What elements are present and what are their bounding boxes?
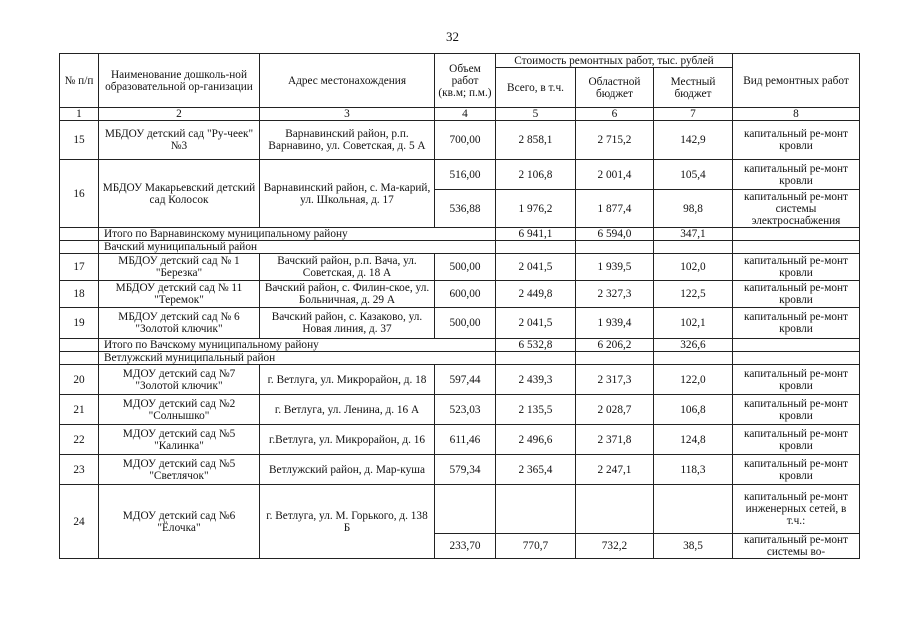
row-regional: 1 939,5	[576, 254, 654, 281]
subtotal-row	[60, 339, 860, 352]
row-regional: 2 327,3	[576, 281, 654, 308]
row-address: г.Ветлуга, ул. Микрорайон, д. 16	[260, 425, 435, 455]
row-local: 122,5	[654, 281, 733, 308]
district-header-row	[60, 352, 860, 365]
col-number: 7	[654, 108, 733, 121]
row-regional: 2 371,8	[576, 425, 654, 455]
col-number: 8	[733, 108, 860, 121]
col-number: 4	[435, 108, 496, 121]
subtotal-regional: 6 206,2	[576, 339, 654, 352]
row-local: 118,3	[654, 455, 733, 485]
row-address: Вачский район, с. Казаково, ул. Новая линия, д. 37	[260, 308, 435, 339]
header-repair-type: Вид ремонтных работ	[733, 54, 860, 108]
row-volume: 700,00	[435, 121, 496, 160]
district-label: Вачский муниципальный район	[99, 241, 496, 254]
row-repair-type: капитальный ре-монт кровли	[733, 395, 860, 425]
row-address: Варнавинский район, р.п. Варнавино, ул. Советская, д. 5 А	[260, 121, 435, 160]
table-row	[60, 281, 860, 308]
page-number: 32	[446, 29, 459, 44]
row-local: 105,4	[654, 160, 733, 190]
table-row	[60, 121, 860, 160]
table-header-row	[60, 54, 860, 68]
header-volume: Объем работ (кв.м; п.м.)	[435, 54, 496, 108]
row-volume: 597,44	[435, 365, 496, 395]
row-num: 16	[60, 160, 99, 228]
subtotal-regional: 6 594,0	[576, 228, 654, 241]
row-num: 15	[60, 121, 99, 160]
row-address: Варнавинский район, с. Ма-карий, ул. Школьная, д. 17	[260, 160, 435, 228]
row-total: 1 976,2	[496, 190, 576, 228]
row-volume: 579,34	[435, 455, 496, 485]
row-regional: 2 001,4	[576, 160, 654, 190]
subtotal-total: 6 941,1	[496, 228, 576, 241]
row-regional: 2 247,1	[576, 455, 654, 485]
row-org-name: МДОУ детский сад №6 "Ёлочка"	[99, 485, 260, 559]
row-total: 2 041,5	[496, 254, 576, 281]
row-total: 2 439,3	[496, 365, 576, 395]
subtotal-row	[60, 228, 860, 241]
row-regional: 1 939,4	[576, 308, 654, 339]
row-volume: 500,00	[435, 254, 496, 281]
row-org-name: МБДОУ Макарьевский детский сад Колосок	[99, 160, 260, 228]
row-num: 21	[60, 395, 99, 425]
row-repair-type: капитальный ре-монт кровли	[733, 308, 860, 339]
row-repair-type: капитальный ре-монт системы электроснабжения	[733, 190, 860, 228]
row-org-name: МДОУ детский сад №5 "Калинка"	[99, 425, 260, 455]
row-local: 38,5	[654, 534, 733, 559]
subtotal-label: Итого по Вачскому муниципальному району	[99, 339, 496, 352]
col-number: 3	[260, 108, 435, 121]
row-repair-type: капитальный ре-монт кровли	[733, 254, 860, 281]
repair-cost-table	[59, 53, 860, 559]
row-total: 770,7	[496, 534, 576, 559]
row-address: г. Ветлуга, ул. Микрорайон, д. 18	[260, 365, 435, 395]
row-local: 102,0	[654, 254, 733, 281]
column-number-row	[60, 108, 860, 121]
table-row	[60, 395, 860, 425]
row-org-name: МБДОУ детский сад "Ру-чеек" №3	[99, 121, 260, 160]
row-local: 122,0	[654, 365, 733, 395]
table-row	[60, 365, 860, 395]
table-row	[60, 254, 860, 281]
subtotal-label: Итого по Варнавинскому муниципальному району	[99, 228, 496, 241]
row-volume: 516,00	[435, 160, 496, 190]
row-num: 19	[60, 308, 99, 339]
header-cost-group: Стоимость ремонтных работ, тыс. рублей	[496, 54, 733, 68]
row-num: 18	[60, 281, 99, 308]
district-header-row	[60, 241, 860, 254]
row-repair-type: капитальный ре-монт кровли	[733, 365, 860, 395]
header-name: Наименование дошколь-ной образовательной ор-ганизации	[99, 54, 260, 108]
row-local: 98,8	[654, 190, 733, 228]
subtotal-local: 326,6	[654, 339, 733, 352]
row-repair-type: капитальный ре-монт кровли	[733, 425, 860, 455]
header-num: № п/п	[60, 54, 99, 108]
header-regional: Областной бюджет	[576, 68, 654, 108]
subtotal-local: 347,1	[654, 228, 733, 241]
row-address: Вачский район, р.п. Вача, ул. Советская, д. 18 А	[260, 254, 435, 281]
row-address: г. Ветлуга, ул. М. Горького, д. 138 Б	[260, 485, 435, 559]
subtotal-total: 6 532,8	[496, 339, 576, 352]
row-repair-type: капитальный ре-монт кровли	[733, 455, 860, 485]
row-local: 142,9	[654, 121, 733, 160]
row-volume: 600,00	[435, 281, 496, 308]
row-org-name: МДОУ детский сад №5 "Светлячок"	[99, 455, 260, 485]
row-local: 102,1	[654, 308, 733, 339]
row-volume: 523,03	[435, 395, 496, 425]
row-regional: 2 028,7	[576, 395, 654, 425]
row-repair-type: капитальный ре-монт системы во-	[733, 534, 860, 559]
header-total: Всего, в т.ч.	[496, 68, 576, 108]
row-volume: 500,00	[435, 308, 496, 339]
row-org-name: МБДОУ детский сад № 1 "Березка"	[99, 254, 260, 281]
header-address: Адрес местонахождения	[260, 54, 435, 108]
row-org-name: МБДОУ детский сад № 11 "Теремок"	[99, 281, 260, 308]
table-row	[60, 308, 860, 339]
row-repair-type: капитальный ре-монт инженерных сетей, в т.ч.:	[733, 485, 860, 534]
row-regional: 2 317,3	[576, 365, 654, 395]
district-label: Ветлужский муниципальный район	[99, 352, 496, 365]
row-regional: 1 877,4	[576, 190, 654, 228]
col-number: 5	[496, 108, 576, 121]
row-org-name: МБДОУ детский сад № 6 "Золотой ключик"	[99, 308, 260, 339]
row-regional: 732,2	[576, 534, 654, 559]
col-number: 2	[99, 108, 260, 121]
row-local: 106,8	[654, 395, 733, 425]
col-number: 1	[60, 108, 99, 121]
row-num: 20	[60, 365, 99, 395]
row-volume: 233,70	[435, 534, 496, 559]
row-num: 23	[60, 455, 99, 485]
table-row	[60, 160, 860, 190]
row-total: 2 041,5	[496, 308, 576, 339]
row-regional: 2 715,2	[576, 121, 654, 160]
col-number: 6	[576, 108, 654, 121]
row-address: г. Ветлуга, ул. Ленина, д. 16 А	[260, 395, 435, 425]
row-address: Ветлужский район, д. Мар-куша	[260, 455, 435, 485]
row-total: 2 449,8	[496, 281, 576, 308]
row-org-name: МДОУ детский сад №2 "Солнышко"	[99, 395, 260, 425]
row-total: 2 135,5	[496, 395, 576, 425]
row-org-name: МДОУ детский сад №7 "Золотой ключик"	[99, 365, 260, 395]
row-total: 2 858,1	[496, 121, 576, 160]
row-address: Вачский район, с. Филин-ское, ул. Больничная, д. 29 А	[260, 281, 435, 308]
table-row	[60, 455, 860, 485]
row-total: 2 106,8	[496, 160, 576, 190]
row-num: 17	[60, 254, 99, 281]
row-local: 124,8	[654, 425, 733, 455]
row-volume: 536,88	[435, 190, 496, 228]
row-num: 22	[60, 425, 99, 455]
table-row	[60, 485, 860, 534]
table-row	[60, 425, 860, 455]
row-total: 2 365,4	[496, 455, 576, 485]
row-repair-type: капитальный ре-монт кровли	[733, 281, 860, 308]
row-num: 24	[60, 485, 99, 559]
row-total: 2 496,6	[496, 425, 576, 455]
row-repair-type: капитальный ре-монт кровли	[733, 160, 860, 190]
row-volume: 611,46	[435, 425, 496, 455]
row-repair-type: капитальный ре-монт кровли	[733, 121, 860, 160]
header-local: Местный бюджет	[654, 68, 733, 108]
